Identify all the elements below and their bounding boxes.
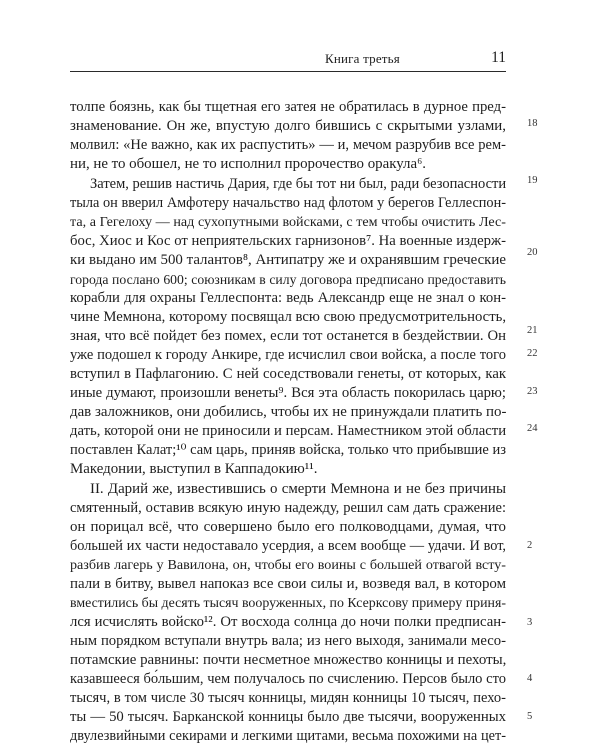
margin-number: 4 xyxy=(527,673,533,684)
text-line: города послано 600; союзникам в силу договора предписано предоставить xyxy=(70,272,506,287)
text-line: двулезвийными секирами и легкими щитами, весьма похожими на цет- xyxy=(70,728,506,744)
text-line: смятенный, оставив всякую иную надежду, решил сам дать сражение: xyxy=(70,500,506,516)
text-line: вступил в Пафлагонию. С ней соседствовали генеты, от которых, как xyxy=(70,366,506,382)
text-line: корабли для охраны Геллеспонта: ведь Александр еще не знал о кон- xyxy=(70,290,506,306)
text-line: ным порядком вступали внутрь вала; из него выходя, занимали месо- xyxy=(70,633,506,649)
text-line: та, а Гегелоху — над сухопутными войсками, с тем чтобы очистить Лес- xyxy=(70,214,506,230)
text-line: дать, которой они не приносили и персам. Наместником этой области xyxy=(70,423,507,439)
text-line: зная, что всё пойдет без помех, если тот останется в бездействии. Он xyxy=(70,328,506,344)
margin-number: 23 xyxy=(527,386,538,397)
text-line: знаменование. Он же, впустую долго бившись с скрытыми узлами, xyxy=(70,118,506,134)
text-line: ни, не то обошел, не то исполнил пророчество оракула⁶. xyxy=(70,156,426,172)
text-line: молвил: «Не важно, как их распустить» — и, мечом разрубив все рем- xyxy=(70,137,506,153)
margin-number: 18 xyxy=(527,118,538,129)
text-line: II. Дарий же, известившись о смерти Мемнона и не без причины xyxy=(90,481,506,497)
margin-number: 19 xyxy=(527,175,538,186)
running-head: Книга третья xyxy=(324,51,400,66)
margin-number: 5 xyxy=(527,711,533,722)
text-line: тысяч, в том числе 30 тысяч конницы, мидян конницы 10 тысяч, пехо- xyxy=(70,690,506,706)
margin-number: 3 xyxy=(527,617,533,628)
text-line: бос, Хиос и Кос от неприятельских гарнизонов⁷. На военные издерж- xyxy=(70,233,506,249)
text-line: он порицал всё, что совершено было его полководцами, думая, что xyxy=(70,519,506,535)
text-line: Затем, решив настичь Дария, где бы тот ни был, ради безопасности xyxy=(90,176,507,192)
text-line: Македонии, выступил в Каппадокию¹¹. xyxy=(70,461,318,477)
header-rule xyxy=(70,71,506,72)
text-line: иные думают, произошли венеты⁹. Вся эта область покорилась царю; xyxy=(70,385,506,401)
margin-number: 21 xyxy=(527,325,538,336)
text-line: тыла он вверил Амфотеру начальство над флотом у берегов Геллеспон- xyxy=(70,195,506,211)
text-line: разбив лагерь у Вавилона, он, чтобы его воины с большей отвагой всту- xyxy=(70,557,506,573)
text-line: уже подошел к городу Анкире, где исчислил свои войска, а после того xyxy=(70,347,506,363)
text-line: ты — 50 тысяч. Барканской конницы было две тысячи, вооруженных xyxy=(70,709,506,725)
text-line: пали в битву, вывел напоказ все свои силы и, возведя вал, в котором xyxy=(70,576,506,592)
text-line: поставлен Калат;¹⁰ сам царь, приняв войска, только что прибывшие из xyxy=(70,442,506,458)
text-line: лся исчислять войско¹². От восхода солнца до ночи полки предписан- xyxy=(70,614,506,630)
text-line: чине Мемнона, которому посвящал всю свою предусмотрительность, xyxy=(70,309,506,325)
margin-number: 2 xyxy=(527,540,533,551)
text-line: толпе боязнь, как бы тщетная его затея не обратилась в дурное пред- xyxy=(70,99,506,115)
text-line: дав заложников, они добились, чтобы их не принуждали платить по- xyxy=(70,404,507,420)
margin-number: 22 xyxy=(527,348,538,359)
text-line: ки выдано им 500 талантов⁸, Антипатру же и охранявшим греческие xyxy=(70,252,506,268)
text-line: казавшееся бо́льшим, чем получалось по счислению. Персов было сто xyxy=(70,671,506,687)
text-line: потамские равнины: почти несметное множество конницы и пехоты, xyxy=(70,652,507,668)
page-number: 11 xyxy=(491,49,506,66)
margin-number: 20 xyxy=(527,247,538,258)
margin-number: 24 xyxy=(527,423,538,434)
text-line: большей их части недоставало усердия, а всем вообще — удачи. И вот, xyxy=(70,538,506,554)
text-line: вместились бы десять тысяч вооруженных, по Ксерксову примеру приня- xyxy=(70,596,506,611)
page-header xyxy=(70,50,506,70)
